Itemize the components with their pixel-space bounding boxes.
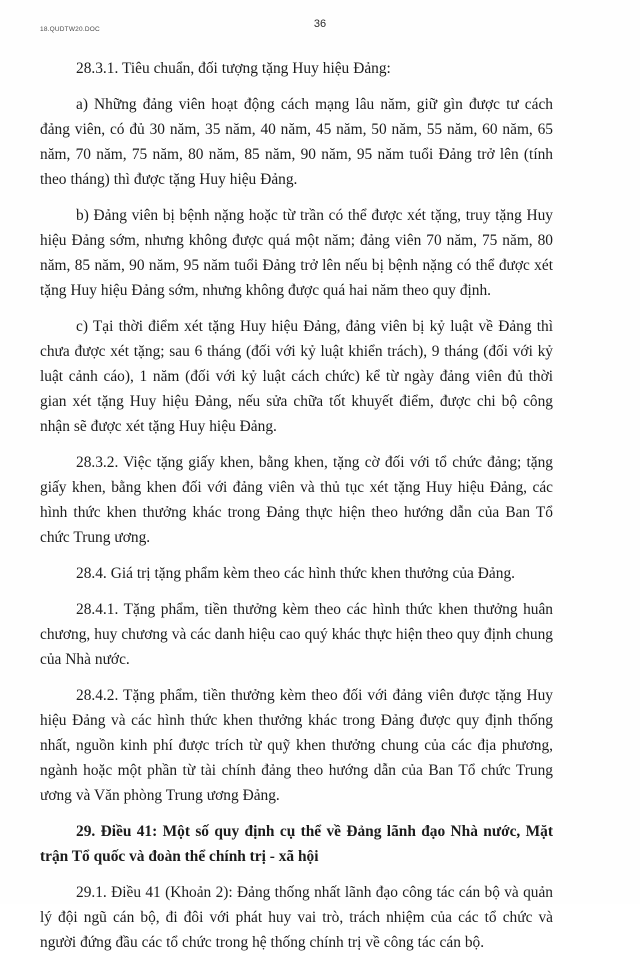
document-code-label: 18.QUDTW20.DOC	[40, 26, 100, 33]
section-heading: 29. Điều 41: Một số quy định cụ thể về Đảng lãnh đạo Nhà nước, Mặt trận Tổ quốc và đoàn thể chính trị - xã hội	[40, 823, 553, 865]
body-paragraph: 28.4.1. Tặng phẩm, tiền thưởng kèm theo các hình thức khen thưởng huân chương, huy chương và các danh hiệu cao quý khác thực hiện theo quy định chung của Nhà nước.	[40, 601, 553, 668]
page-number: 36	[313, 18, 327, 30]
body-paragraph: 28.4.2. Tặng phẩm, tiền thưởng kèm theo đối với đảng viên được tặng Huy hiệu Đảng và các hình thức khen thưởng khác trong Đảng được quy định thống nhất, nguồn kinh phí được trích từ quỹ khen thưởng chung của các địa phương, ngành hoặc một phần từ tài chính đảng theo hướng dẫn của Ban Tổ chức Trung ương và Văn phòng Trung ương Đảng.	[40, 687, 553, 804]
body-paragraph: 29.1. Điều 41 (Khoản 2): Đảng thống nhất lãnh đạo công tác cán bộ và quản lý đội ngũ cán bộ, đi đôi với phát huy vai trò, trách nhiệm của các tổ chức và người đứng đầu các tổ chức trong hệ thống chính trị về công tác cán bộ.	[40, 884, 553, 951]
body-paragraph: 28.3.2. Việc tặng giấy khen, bằng khen, tặng cờ đối với tổ chức đảng; tặng giấy khen, bằng khen đối với đảng viên và thủ tục xét tặng Huy hiệu Đảng, các hình thức khen thưởng khác trong Đảng thực hiện theo hướng dẫn của Ban Tổ chức Trung ương.	[40, 454, 553, 546]
body-paragraph: 28.3.1. Tiêu chuẩn, đối tượng tặng Huy hiệu Đảng:	[76, 60, 391, 77]
body-paragraph: 28.4. Giá trị tặng phẩm kèm theo các hình thức khen thưởng của Đảng.	[76, 565, 515, 582]
body-paragraph: a) Những đảng viên hoạt động cách mạng lâu năm, giữ gìn được tư cách đảng viên, có đủ 30 năm, 35 năm, 40 năm, 45 năm, 50 năm, 55 năm, 60 năm, 65 năm, 70 năm, 75 năm, 80 năm, 85 năm, 90 năm, 95 năm tuổi Đảng trở lên (tính theo tháng) thì được tặng Huy hiệu Đảng.	[40, 96, 553, 188]
body-paragraph: c) Tại thời điểm xét tặng Huy hiệu Đảng, đảng viên bị kỷ luật về Đảng thì chưa được xét tặng; sau 6 tháng (đối với kỷ luật khiển trách), 9 tháng (đối với kỷ luật cảnh cáo), 1 năm (đối với kỷ luật cách chức) kể từ ngày đảng viên đủ thời gian xét tặng Huy hiệu Đảng, nếu sửa chữa tốt khuyết điểm, được chi bộ công nhận sẽ được xét tặng Huy hiệu Đảng.	[40, 318, 553, 435]
body-paragraph: b) Đảng viên bị bệnh nặng hoặc từ trần có thể được xét tặng, truy tặng Huy hiệu Đảng sớm, nhưng không được quá một năm; đảng viên 70 năm, 75 năm, 80 năm, 85 năm, 90 năm, 95 năm tuổi Đảng trở lên nếu bị bệnh nặng có thể được xét tặng Huy hiệu Đảng sớm, nhưng không được quá hai năm theo quy định.	[40, 207, 553, 299]
running-head	[0, 18, 640, 44]
document-body	[40, 56, 553, 955]
